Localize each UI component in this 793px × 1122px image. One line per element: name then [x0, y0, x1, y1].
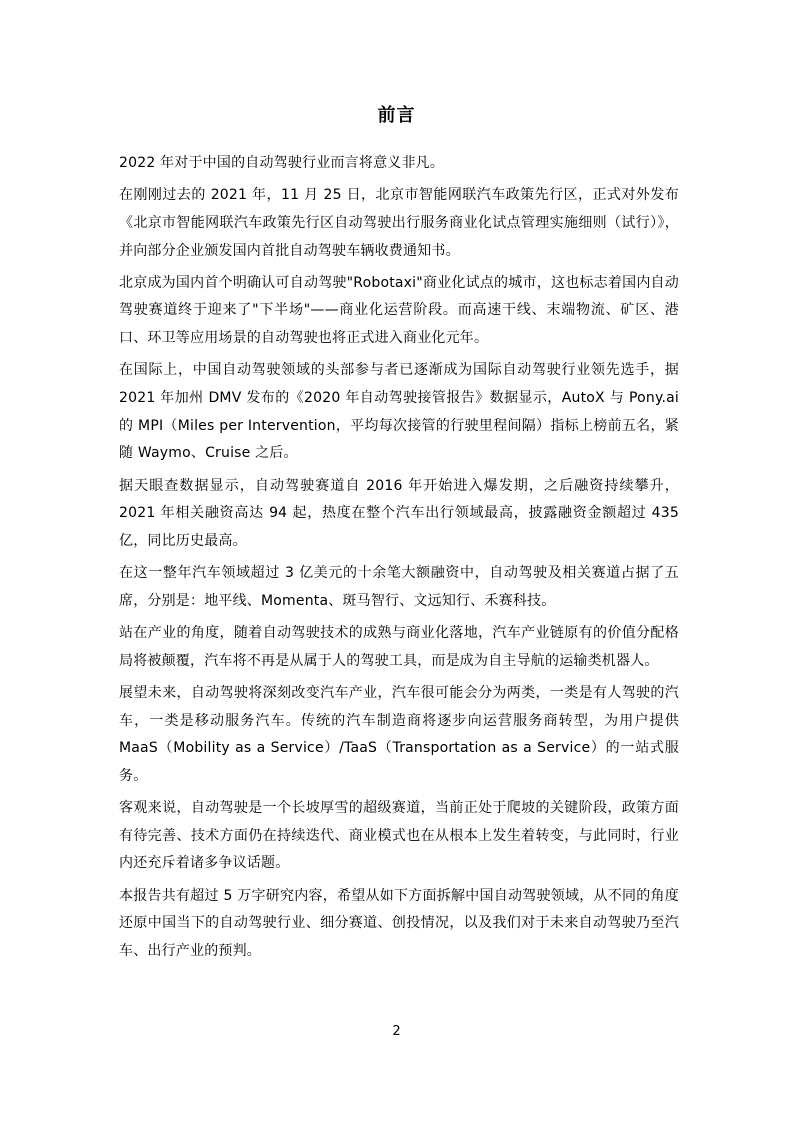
paragraph: 展望未来，自动驾驶将深刻改变汽车产业，汽车很可能会分为两类，一类是有人驾驶的汽车，一类是移动服务汽车。传统的汽车制造商将逐步向运营服务商转型，为用户提供 MaaS（Mobility as a Service）/TaaS（Transportation as a Service）的一站式服务。 [119, 684, 679, 784]
paragraph: 站在产业的角度，随着自动驾驶技术的成熟与商业化落地，汽车产业链原有的价值分配格局将被颠覆，汽车将不再是从属于人的驾驶工具，而是成为自主导航的运输类机器人。 [119, 625, 679, 669]
paragraph: 在这一整年汽车领域超过 3 亿美元的十余笔大额融资中，自动驾驶及相关赛道占据了五席，分别是：地平线、Momenta、斑马智行、文远知行、禾赛科技。 [119, 565, 679, 609]
paragraph: 本报告共有超过 5 万字研究内容，希望从如下方面拆解中国自动驾驶领域，从不同的角度还原中国当下的自动驾驶行业、细分赛道、创投情况，以及我们对于未来自动驾驶乃至汽车、出行产业的预判。 [119, 887, 679, 959]
body-text [119, 150, 679, 970]
page-number: 2 [392, 1024, 401, 1039]
page-title: 前言 [377, 105, 416, 126]
paragraph: 2022 年对于中国的自动驾驶行业而言将意义非凡。 [119, 155, 445, 171]
paragraph: 据天眼查数据显示，自动驾驶赛道自 2016 年开始进入爆发期，之后融资持续攀升，2021 年相关融资高达 94 起，热度在整个汽车出行领域最高，披露融资金额超过 435 亿，同比历史最高。 [119, 477, 679, 549]
paragraph: 北京成为国内首个明确认可自动驾驶"Robotaxi"商业化试点的城市，这也标志着国内自动驾驶赛道终于迎来了"下半场"——商业化运营阶段。而高速干线、末端物流、矿区、港口、环卫等应用场景的自动驾驶也将正式进入商业化元年。 [119, 274, 679, 347]
paragraph: 在刚刚过去的 2021 年，11 月 25 日，北京市智能网联汽车政策先行区，正式对外发布《北京市智能网联汽车政策先行区自动驾驶出行服务商业化试点管理实施细则（试行）》，并向部分企业颁发国内首批自动驾驶车辆收费通知书。 [119, 187, 679, 259]
paragraph: 在国际上，中国自动驾驶领域的头部参与者已逐渐成为国际自动驾驶行业领先选手，据 2021 年加州 DMV 发布的《2020 年自动驾驶接管报告》数据显示，AutoX 与 Pony.ai 的 MPI（Miles per Intervention，平均每次接管的行驶里程间隔）指标上榜前五名，紧随 Waymo、Cruise 之后。 [119, 362, 679, 462]
paragraph: 客观来说，自动驾驶是一个长坡厚雪的超级赛道，当前正处于爬坡的关键阶段，政策方面有待完善、技术方面仍在持续迭代、商业模式也在从根本上发生着转变，与此同时，行业内还充斥着诸多争议话题。 [119, 800, 679, 872]
